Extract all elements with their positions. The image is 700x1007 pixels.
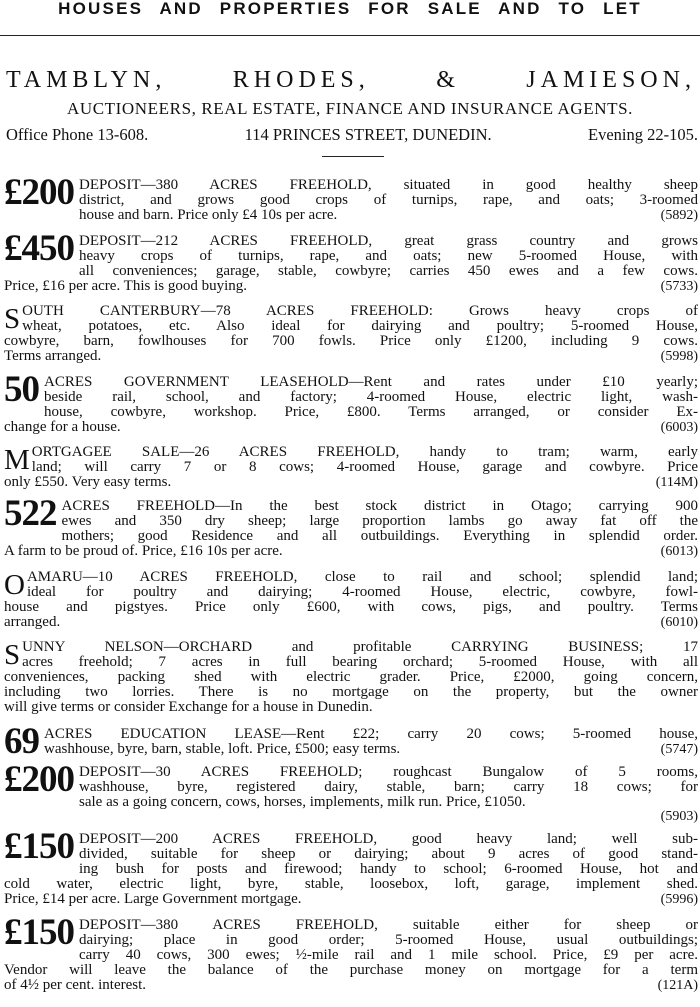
listing-line: DEPOSIT—380 ACRES FREEHOLD, situated in good healthy sheep	[79, 177, 698, 193]
firm-name-part: TAMBLYN,	[6, 67, 167, 93]
listing-lead: £150	[4, 912, 74, 953]
listing-line: ing bush for posts and firewood; handy to school; 6-roomed House, hot and	[79, 861, 698, 877]
listing-dropcap: S	[4, 303, 21, 335]
listing-line: ACRES FREEHOLD—In the best stock district in Otago; carrying 900	[61, 498, 698, 514]
listing-line: cold water, electric light, byre, stable, loosebox, loft, garage, implement shed.	[4, 876, 698, 892]
listing-0	[4, 172, 698, 223]
listing-line	[4, 892, 698, 907]
office-address: 114 PRINCES STREET, DUNEDIN.	[244, 125, 492, 144]
firm-name-part: &	[436, 67, 460, 93]
listing-6	[4, 570, 698, 630]
listing-line: dairying; place in good order; 5-roomed House, usual outbuildings;	[79, 932, 698, 948]
listing-ref-code: (5892)	[660, 208, 698, 223]
evening-phone: Evening 22-105.	[588, 125, 698, 144]
listing-line: OUTH CANTERBURY—78 ACRES FREEHOLD: Grows heavy crops of	[22, 303, 698, 319]
firm-contact-line	[6, 124, 698, 146]
listing-1	[4, 228, 698, 294]
listing-line: land; will carry 7 or 8 cows; 4-roomed House, garage and cowbyre. Price	[31, 459, 698, 475]
listing-line-text: house and barn. Price only £4 10s per acre.	[79, 207, 338, 223]
listing-line: Vendor will leave the balance of the purchase money on mortgage for a term	[4, 962, 698, 978]
listing-line	[4, 208, 698, 223]
listing-ref-code: (5747)	[660, 742, 698, 757]
listing-lead: £450	[4, 228, 74, 269]
section-divider	[322, 156, 384, 157]
listing-line: ORTGAGEE SALE—26 ACRES FREEHOLD, handy to tram; warm, early	[31, 444, 698, 460]
listing-line: DEPOSIT—30 ACRES FREEHOLD; roughcast Bungalow of 5 rooms,	[79, 764, 698, 780]
listing-line	[4, 420, 698, 435]
listing-4	[4, 445, 698, 490]
listing-ref-code: (114M)	[655, 475, 698, 490]
listing-8	[4, 721, 698, 762]
section-heading: HOUSES AND PROPERTIES FOR SALE AND TO LET	[58, 0, 642, 18]
listing-line-text: A farm to be proud of. Price, £16 10s per acre.	[4, 543, 283, 559]
listing-line: house and pigstyes. Price only £600, with cows, pigs, and poultry. Terms	[4, 599, 698, 615]
listing-line: district, and grows good crops of turnips, rape, and oats; 3-roomed	[79, 192, 698, 208]
listing-ref-code: (5903)	[660, 809, 698, 824]
listing-line: beside rail, school, and factory; 4-roomed House, electric light, wash-	[44, 389, 698, 405]
listing-lead: 50	[4, 369, 39, 410]
listing-lead: £150	[4, 826, 74, 867]
firm-name-part: JAMIESON,	[526, 67, 696, 93]
listing-line-text: washhouse, byre, barn, stable, loft. Price, £500; easy terms.	[44, 741, 401, 757]
listing-line: DEPOSIT—212 ACRES FREEHOLD, great grass country and grows	[79, 233, 698, 249]
listing-5	[4, 493, 698, 559]
listing-ref-code: (5733)	[660, 279, 698, 294]
listing-line: wheat, potatoes, etc. Also ideal for dairying and poultry; 5-roomed House,	[22, 318, 698, 334]
firm-subtitle: AUCTIONEERS, REAL ESTATE, FINANCE AND INSURANCE AGENTS.	[66, 99, 634, 118]
listing-line-text: change for a house.	[4, 419, 121, 435]
listing-dropcap: M	[4, 444, 30, 476]
listing-line	[4, 544, 698, 559]
listing-7	[4, 640, 698, 715]
listing-line: sale as a going concern, cows, horses, implements, milk run. Price, £1050.	[79, 794, 526, 810]
listing-line: will give terms or consider Exchange for a house in Dunedin.	[4, 699, 373, 715]
listing-line	[4, 279, 698, 294]
listing-line	[4, 978, 698, 993]
listing-lead: 69	[4, 721, 39, 762]
listing-line	[4, 349, 698, 364]
listing-lead: £200	[4, 172, 74, 213]
listing-line: carry 40 cows, 300 ewes; ½-mile rail and 1 mile school. Price, £9 per acre.	[79, 947, 698, 963]
listing-line: heavy crops of turnips, rape, and oats; new 5-roomed House, with	[79, 248, 698, 264]
listing-line: all conveniences; garage, stable, cowbyre; carries 450 ewes and a few cows.	[79, 263, 698, 279]
listing-ref-code: (6003)	[660, 420, 698, 435]
listing-ref-code: (6013)	[660, 544, 698, 559]
listing-line: ewes and 350 dry sheep; large proportion lambs go away fat off the	[61, 513, 698, 529]
listing-line: AMARU—10 ACRES FREEHOLD, close to rail and school; splendid land;	[26, 569, 698, 585]
listing-line-text: of 4½ per cent. interest.	[4, 977, 147, 993]
listing-line: conveniences, packing shed with electric grader. Price, £2000, going concern,	[4, 669, 698, 685]
listing-line-text: only £550. Very easy terms.	[4, 474, 172, 490]
listing-line: acres freehold; 7 acres in full bearing orchard; 5-roomed House, with all	[22, 654, 698, 670]
firm-name-part: RHODES,	[232, 67, 370, 93]
listing-line-text: arranged.	[4, 614, 61, 630]
listing-line: washhouse, byre, registered dairy, stable, barn; carry 18 cows; for	[79, 779, 698, 795]
listing-ref-code: (5996)	[660, 892, 698, 907]
listing-lead: £200	[4, 759, 74, 800]
listing-line: ACRES GOVERNMENT LEASEHOLD—Rent and rates under £10 yearly;	[44, 374, 698, 390]
listing-ref-code: (121A)	[657, 978, 698, 993]
listing-2	[4, 304, 698, 364]
listing-ref-code: (6010)	[660, 615, 698, 630]
listing-dropcap: S	[4, 639, 21, 671]
listing-10	[4, 826, 698, 907]
listing-11	[4, 912, 698, 993]
listing-line: DEPOSIT—200 ACRES FREEHOLD, good heavy land; well sub-	[79, 831, 698, 847]
firm-name	[6, 66, 696, 94]
listing-line-text: Price, £16 per acre. This is good buying.	[4, 278, 248, 294]
listing-line: UNNY NELSON—ORCHARD and profitable CARRYING BUSINESS; 17	[22, 639, 698, 655]
listing-line	[4, 615, 698, 630]
header-divider	[0, 35, 700, 36]
listing-line: ACRES EDUCATION LEASE—Rent £22; carry 20 cows; 5-roomed house,	[44, 726, 698, 742]
listing-lead: 522	[4, 493, 57, 534]
listing-9	[4, 759, 698, 824]
listing-line: ideal for poultry and dairying; 4-roomed House, electric, cowbyre, fowl-	[26, 584, 698, 600]
listing-line: DEPOSIT—380 ACRES FREEHOLD, suitable either for sheep or	[79, 917, 698, 933]
listing-ref-code: (5998)	[660, 349, 698, 364]
listing-line: divided, suitable for sheep or dairying; about 9 acres of good stand-	[79, 846, 698, 862]
listing-line-text: Terms arranged.	[4, 348, 102, 364]
listing-line	[4, 742, 698, 757]
listing-line: including two lorries. There is no mortgage on the property, but the owner	[4, 684, 698, 700]
listing-line	[4, 475, 698, 490]
listing-dropcap: O	[4, 569, 25, 601]
listing-line: cowbyre, barn, fowlhouses for 700 fowls. Price only £1200, including 9 cows.	[4, 333, 698, 349]
listing-3	[4, 369, 698, 435]
listing-line: house, cowbyre, workshop. Price, £800. Terms arranged, or consider Ex-	[44, 404, 698, 420]
listing-line-text: Price, £14 per acre. Large Government mortgage.	[4, 891, 302, 907]
listing-line: mothers; good Residence and all outbuildings. Everything in splendid order.	[61, 528, 698, 544]
office-phone: Office Phone 13-608.	[6, 125, 149, 144]
